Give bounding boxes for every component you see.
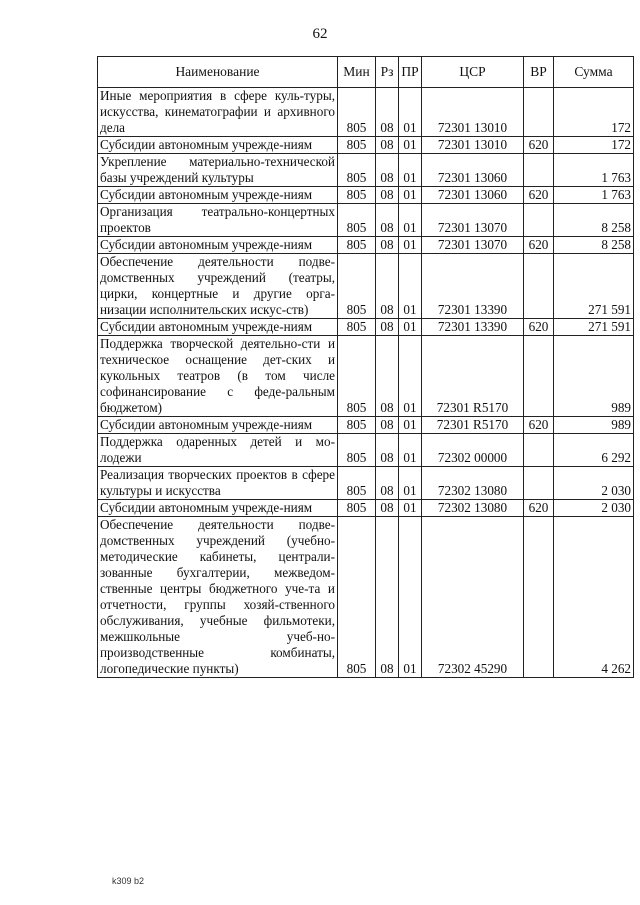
cell-min: 805 — [338, 517, 376, 678]
cell-name: Обеспечение деятельности подве-домственных учреждений (театры, цирки, концертные и другие орга-низации исполнительских искус-ств) — [98, 254, 338, 319]
cell-min: 805 — [338, 500, 376, 517]
cell-rz: 08 — [376, 88, 399, 137]
cell-vr — [524, 336, 554, 417]
cell-name: Поддержка одаренных детей и мо-лодежи — [98, 434, 338, 467]
cell-name: Иные мероприятия в сфере куль-туры, искусства, кинематографии и архивного дела — [98, 88, 338, 137]
cell-min: 805 — [338, 434, 376, 467]
cell-pr: 01 — [399, 417, 422, 434]
cell-min: 805 — [338, 319, 376, 336]
table-row — [98, 517, 634, 678]
table-row — [98, 88, 634, 137]
cell-name: Обеспечение деятельности подве-домственных учреждений (учебно-методические кабинеты, централи-зованные бухгалтерии, межведом-ственные центры бюджетного уче-та и отчетности, группы хозяй-ственного обслуживания, учебные фильмотеки, межшкольные учеб-но-производственные комбинаты, логопедические пункты) — [98, 517, 338, 678]
cell-min: 805 — [338, 336, 376, 417]
column-header-min: Мин — [338, 57, 376, 88]
cell-csr: 72301 13010 — [422, 137, 524, 154]
cell-name: Субсидии автономным учрежде-ниям — [98, 187, 338, 204]
cell-vr: 620 — [524, 187, 554, 204]
cell-sum: 989 — [554, 417, 634, 434]
cell-vr: 620 — [524, 500, 554, 517]
cell-rz: 08 — [376, 237, 399, 254]
cell-pr: 01 — [399, 187, 422, 204]
cell-csr: 72302 13080 — [422, 467, 524, 500]
column-header-pr: ПР — [399, 57, 422, 88]
cell-csr: 72301 13390 — [422, 319, 524, 336]
cell-min: 805 — [338, 187, 376, 204]
cell-csr: 72301 13390 — [422, 254, 524, 319]
cell-csr: 72301 13010 — [422, 88, 524, 137]
cell-csr: 72302 45290 — [422, 517, 524, 678]
cell-min: 805 — [338, 88, 376, 137]
cell-vr — [524, 88, 554, 137]
cell-vr: 620 — [524, 137, 554, 154]
cell-name: Поддержка творческой деятельно-сти и техническое оснащение дет-ских и кукольных театров (в том числе софинансирование с феде-ральным бюджетом) — [98, 336, 338, 417]
table-row — [98, 254, 634, 319]
cell-min: 805 — [338, 237, 376, 254]
cell-min: 805 — [338, 154, 376, 187]
table-row — [98, 154, 634, 187]
cell-vr: 620 — [524, 319, 554, 336]
cell-rz: 08 — [376, 467, 399, 500]
cell-pr: 01 — [399, 88, 422, 137]
cell-name: Субсидии автономным учрежде-ниям — [98, 500, 338, 517]
cell-pr: 01 — [399, 137, 422, 154]
cell-pr: 01 — [399, 467, 422, 500]
table-row — [98, 187, 634, 204]
budget-table — [97, 56, 634, 678]
cell-csr: 72301 13060 — [422, 187, 524, 204]
cell-vr — [524, 154, 554, 187]
cell-sum: 1 763 — [554, 154, 634, 187]
cell-min: 805 — [338, 137, 376, 154]
cell-name: Реализация творческих проектов в сфере культуры и искусства — [98, 467, 338, 500]
cell-min: 805 — [338, 254, 376, 319]
table-row — [98, 137, 634, 154]
cell-sum: 271 591 — [554, 319, 634, 336]
cell-sum: 1 763 — [554, 187, 634, 204]
cell-rz: 08 — [376, 254, 399, 319]
column-header-sum: Сумма — [554, 57, 634, 88]
column-header-name: Наименование — [98, 57, 338, 88]
page-number: 62 — [312, 26, 328, 42]
cell-rz: 08 — [376, 517, 399, 678]
cell-vr — [524, 467, 554, 500]
cell-name: Субсидии автономным учрежде-ниям — [98, 237, 338, 254]
cell-vr: 620 — [524, 237, 554, 254]
cell-vr: 620 — [524, 417, 554, 434]
cell-pr: 01 — [399, 500, 422, 517]
column-header-rz: Рз — [376, 57, 399, 88]
column-header-csr: ЦСР — [422, 57, 524, 88]
cell-pr: 01 — [399, 237, 422, 254]
cell-csr: 72301 13070 — [422, 204, 524, 237]
cell-name: Укрепление материально-технической базы учреждений культуры — [98, 154, 338, 187]
cell-rz: 08 — [376, 417, 399, 434]
cell-sum: 271 591 — [554, 254, 634, 319]
cell-min: 805 — [338, 204, 376, 237]
cell-sum: 8 258 — [554, 204, 634, 237]
cell-vr — [524, 517, 554, 678]
cell-rz: 08 — [376, 500, 399, 517]
table-header-row — [98, 57, 634, 88]
table-row — [98, 467, 634, 500]
footer-code: k309 b2 — [112, 876, 145, 886]
cell-sum: 6 292 — [554, 434, 634, 467]
cell-rz: 08 — [376, 204, 399, 237]
table-row — [98, 500, 634, 517]
cell-name: Субсидии автономным учрежде-ниям — [98, 417, 338, 434]
cell-csr: 72301 13060 — [422, 154, 524, 187]
cell-rz: 08 — [376, 319, 399, 336]
cell-sum: 989 — [554, 336, 634, 417]
cell-pr: 01 — [399, 336, 422, 417]
cell-name: Организация театрально-концертных проектов — [98, 204, 338, 237]
cell-rz: 08 — [376, 336, 399, 417]
table-row — [98, 417, 634, 434]
table-row — [98, 204, 634, 237]
cell-rz: 08 — [376, 137, 399, 154]
cell-vr — [524, 434, 554, 467]
cell-name: Субсидии автономным учрежде-ниям — [98, 137, 338, 154]
cell-pr: 01 — [399, 319, 422, 336]
cell-pr: 01 — [399, 434, 422, 467]
cell-sum: 2 030 — [554, 500, 634, 517]
cell-vr — [524, 204, 554, 237]
cell-sum: 8 258 — [554, 237, 634, 254]
cell-sum: 4 262 — [554, 517, 634, 678]
cell-csr: 72301 R5170 — [422, 336, 524, 417]
cell-name: Субсидии автономным учрежде-ниям — [98, 319, 338, 336]
cell-pr: 01 — [399, 254, 422, 319]
cell-pr: 01 — [399, 154, 422, 187]
cell-csr: 72301 R5170 — [422, 417, 524, 434]
cell-sum: 172 — [554, 88, 634, 137]
table-row — [98, 434, 634, 467]
table-row — [98, 336, 634, 417]
cell-pr: 01 — [399, 517, 422, 678]
table-row — [98, 319, 634, 336]
cell-sum: 2 030 — [554, 467, 634, 500]
cell-min: 805 — [338, 417, 376, 434]
cell-csr: 72301 13070 — [422, 237, 524, 254]
cell-rz: 08 — [376, 434, 399, 467]
cell-min: 805 — [338, 467, 376, 500]
cell-pr: 01 — [399, 204, 422, 237]
cell-vr — [524, 254, 554, 319]
cell-csr: 72302 13080 — [422, 500, 524, 517]
cell-sum: 172 — [554, 137, 634, 154]
cell-rz: 08 — [376, 154, 399, 187]
cell-csr: 72302 00000 — [422, 434, 524, 467]
column-header-vr: ВР — [524, 57, 554, 88]
cell-rz: 08 — [376, 187, 399, 204]
table-row — [98, 237, 634, 254]
